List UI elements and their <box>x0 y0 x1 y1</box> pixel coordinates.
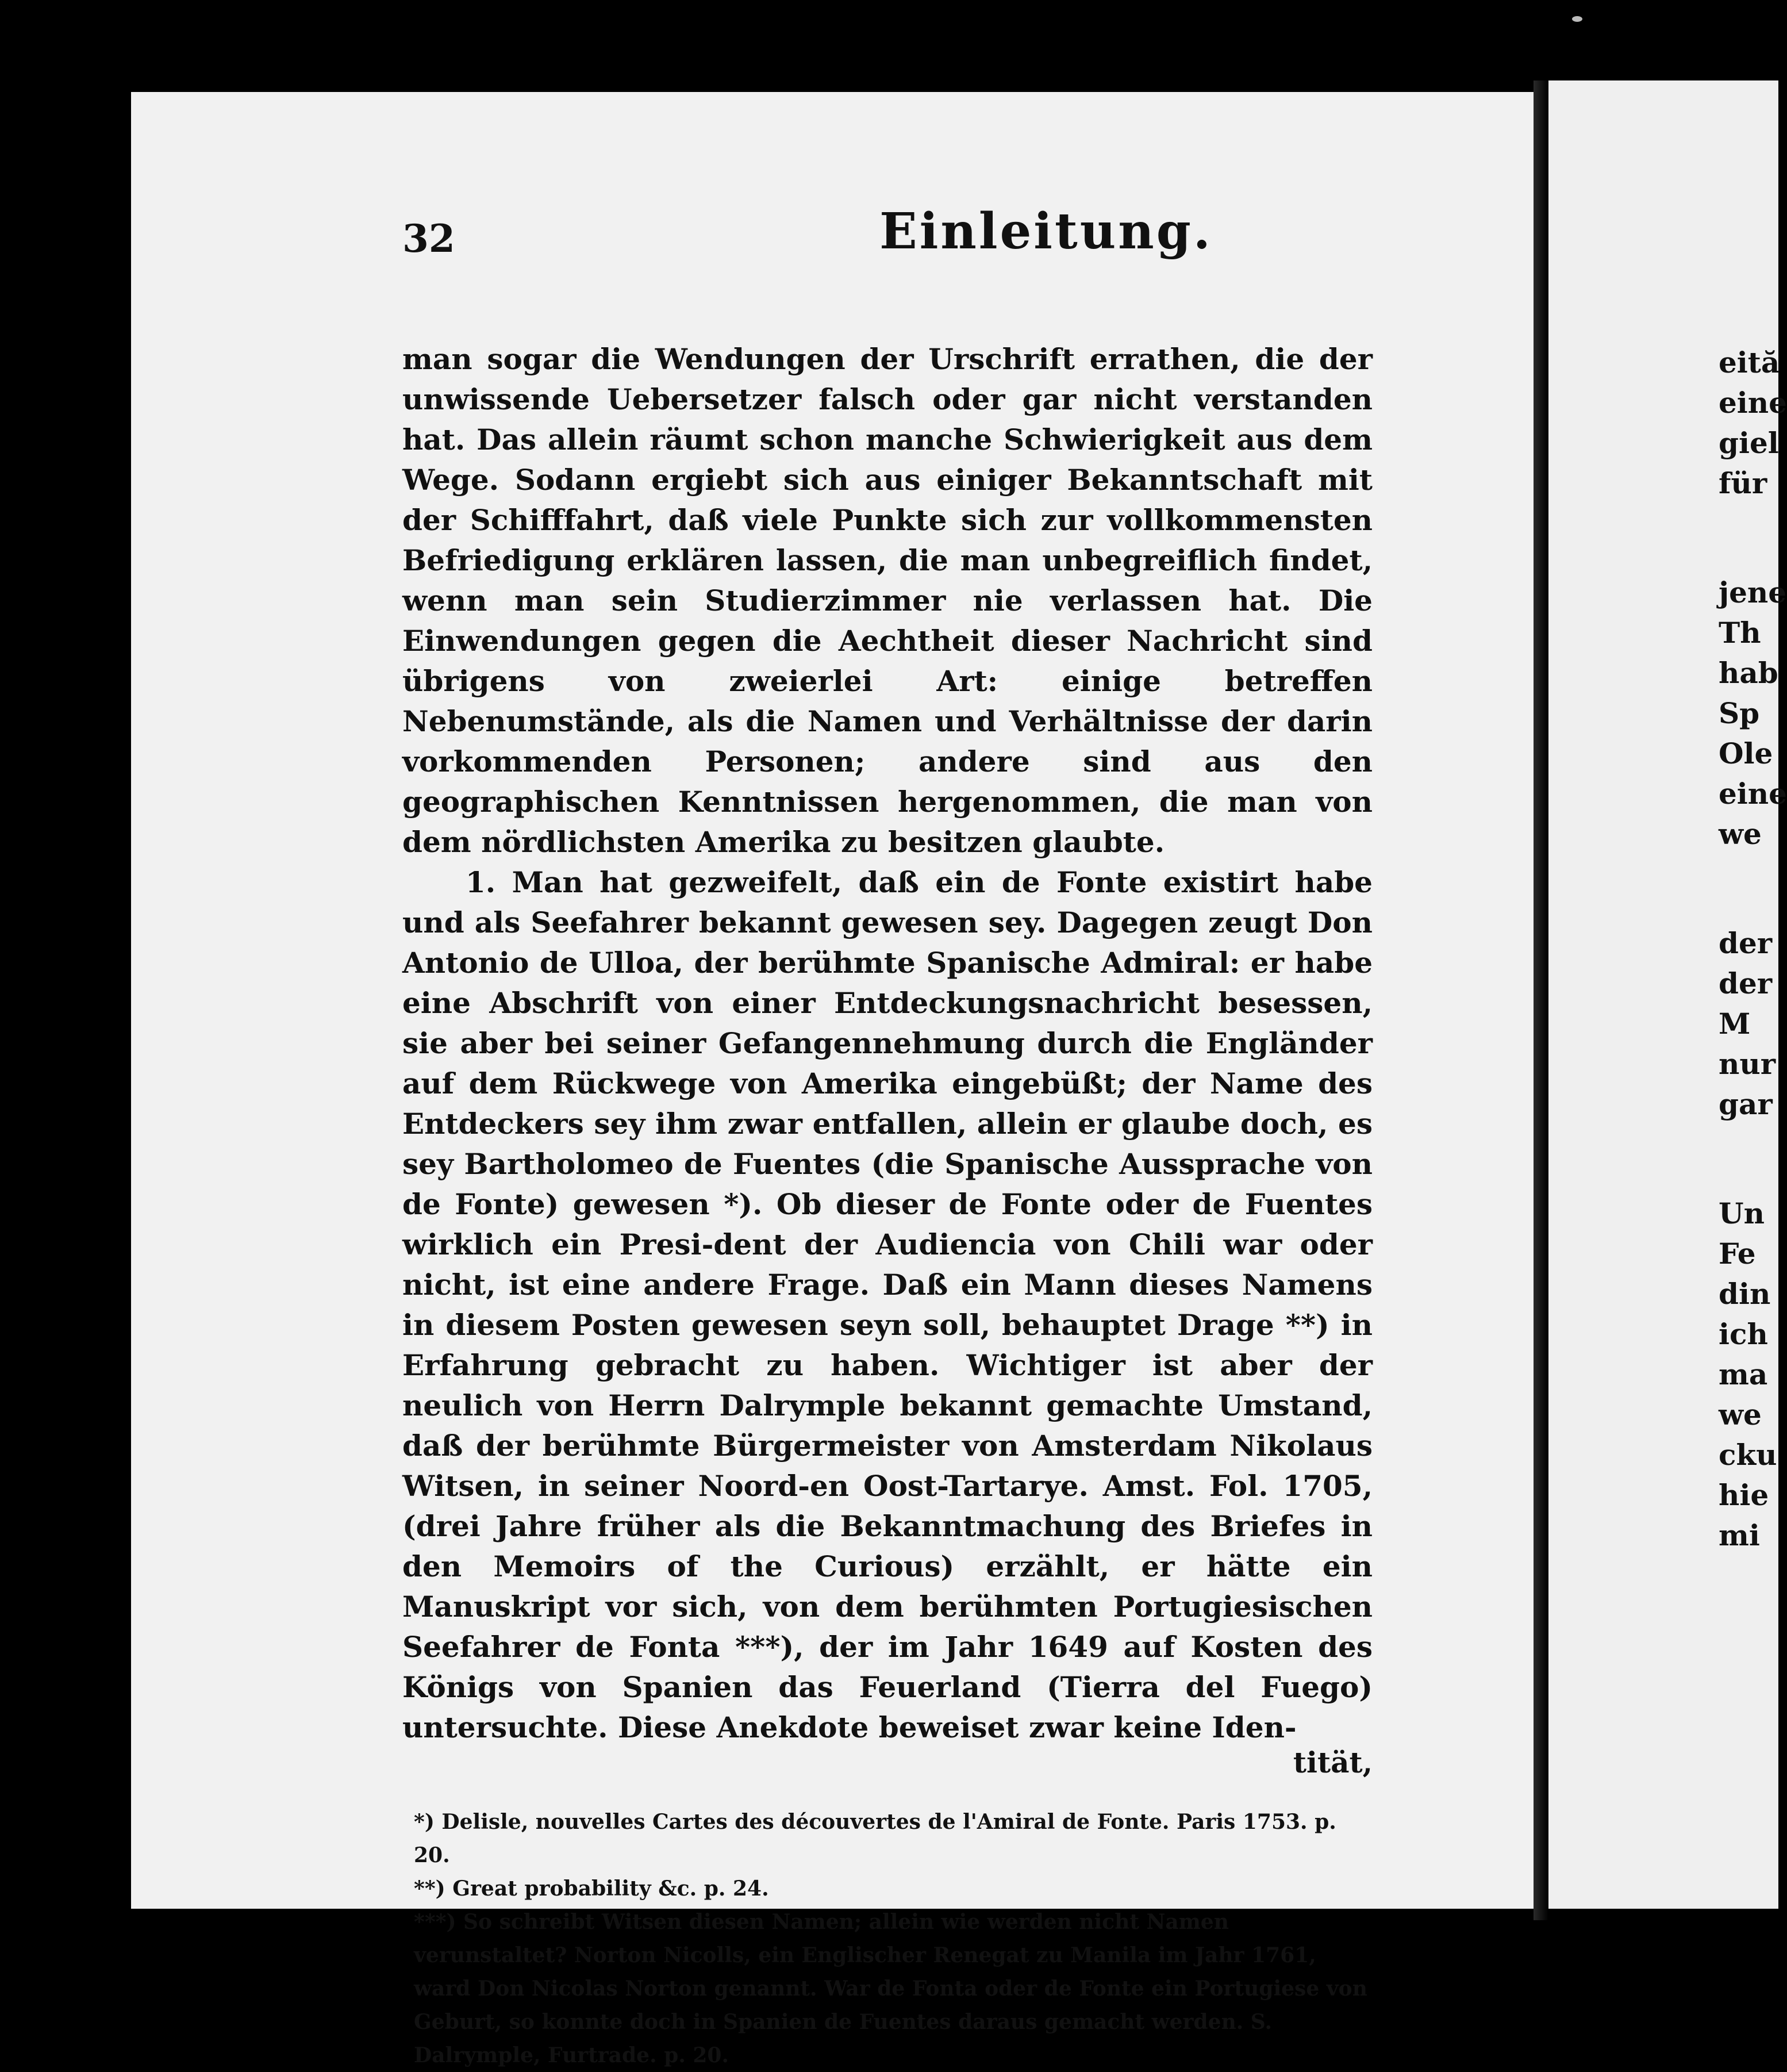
footnote: *) Delisle, nouvelles Cartes des découvertes de l'Amiral de Fonte. Paris 1753. p. 20. <box>414 1810 1336 1867</box>
right-fragment: der <box>1719 926 1773 960</box>
paragraph: man sogar die Wendungen der Urschrift errathen, die der unwissende Uebersetzer falsch oder gar nicht verstanden hat. Das allein räumt schon manche Schwierigkeit aus dem Wege. Sodann ergiebt sich aus einiger Bekanntschaft mit der Schifffahrt, daß viele Punkte sich zur vollkommensten Befriedigung erklären lassen, die man unbegreiflich findet, wenn man sein Studierzimmer nie verlassen hat. Die Einwendungen gegen die Aechtheit dieser Nachricht sind übrigens von zweierlei Art: einige betreffen Nebenumstände, als die Namen und Verhältnisse der darin vorkommenden Personen; andere sind aus den geographischen Kenntnissen hergenommen, die man von dem nördlichsten Amerika zu besitzen glaubte. <box>402 342 1373 859</box>
right-fragment: nur <box>1719 1047 1776 1081</box>
right-fragment: Th <box>1719 616 1761 650</box>
right-fragment: M <box>1719 1007 1751 1041</box>
right-fragment: Sp <box>1719 696 1760 730</box>
right-fragment: der <box>1719 966 1773 1000</box>
footnote: ***) So schreibt Witsen diesen Namen; allein wie werden nicht Namen verunstaltet? Norton Nicolls, ein Englischer Renegat zu Manila im Jahr 1761, ward Don Nicolas Norton genannt. War de Fonta oder de Fonte ein Portugiese von Geburt, so konnte doch in Spanien de Fuentes daraus gemacht werden. S. Dalrymple, Furtrade. p. 20. <box>414 1910 1367 2067</box>
page-number: 32 <box>402 216 455 261</box>
right-fragment: we <box>1719 1398 1762 1432</box>
right-fragment: eită <box>1719 346 1780 379</box>
right-fragment: Ole <box>1719 736 1773 770</box>
right-fragment: hie <box>1719 1478 1769 1512</box>
right-fragment: gar <box>1719 1087 1773 1121</box>
page-header <box>402 202 1690 266</box>
catchword: tität, <box>1293 1745 1373 1779</box>
footnotes <box>414 1805 1373 2072</box>
right-fragment: Un <box>1719 1196 1765 1230</box>
right-fragment: eine <box>1719 777 1787 811</box>
right-fragment: we <box>1719 817 1762 851</box>
scan-mark <box>1572 16 1582 22</box>
running-title: Einleitung. <box>879 202 1213 260</box>
right-fragment: für <box>1719 466 1767 500</box>
right-fragment: din <box>1719 1277 1771 1311</box>
right-fragment: ich <box>1719 1317 1768 1351</box>
paragraph: 1. Man hat gezweifelt, daß ein de Fonte existirt habe und als Seefahrer bekannt gewesen sey. Dagegen zeugt Don Antonio de Ulloa, der berühmte Spanische Admiral: er habe eine Abschrift von einer Entdeckungsnachricht besessen, sie aber bei seiner Gefangennehmung durch die Engländer auf dem Rückwege von Amerika eingebüßt; der Name des Entdeckers sey ihm zwar entfallen, allein er glaube doch, es sey Bartholomeo de Fuentes (die Spanische Aussprache von de Fonte) gewesen *). Ob dieser de Fonte oder de Fuentes wirklich ein Presi-dent der Audiencia von Chili war oder nicht, ist eine andere Frage. Daß ein Mann dieses Namens in diesem Posten gewesen seyn soll, behauptet Drage **) in Erfahrung gebracht zu haben. Wichtiger ist aber der neulich von Herrn Dalrymple bekannt gemachte Umstand, daß der berühmte Bürgermeister von Amsterdam Nikolaus Witsen, in seiner Noord-en Oost-Tartarye. Amst. Fol. 1705, (drei Jahre früher als die Bekanntmachung des Briefes in den Memoirs of the Curious) erzählt, er hätte ein Manuskript vor sich, von dem berühmten Portugiesischen Seefahrer de Fonta ***), der im Jahr 1649 auf Kosten des Königs von Spanien das Feuerland (Tierra del Fuego) untersuchte. Diese Anekdote beweiset zwar keine Iden- <box>402 865 1373 1744</box>
right-fragment: mi <box>1719 1518 1760 1552</box>
right-fragment: giel <box>1719 426 1779 460</box>
right-fragment: eine <box>1719 386 1787 420</box>
page-fold <box>1534 80 1548 1920</box>
right-fragment: ma <box>1719 1357 1768 1391</box>
right-fragment: jene <box>1719 575 1787 609</box>
footnote: **) Great probability &c. p. 24. <box>414 1877 769 1901</box>
body-text <box>402 339 1373 1748</box>
right-fragment: hab <box>1719 656 1778 690</box>
right-page-text <box>1719 343 1787 1556</box>
right-fragment <box>1719 854 1787 923</box>
right-fragment <box>1719 1125 1787 1194</box>
right-fragment: cku <box>1719 1438 1777 1472</box>
right-fragment <box>1719 504 1787 573</box>
right-fragment: Fe <box>1719 1237 1756 1271</box>
